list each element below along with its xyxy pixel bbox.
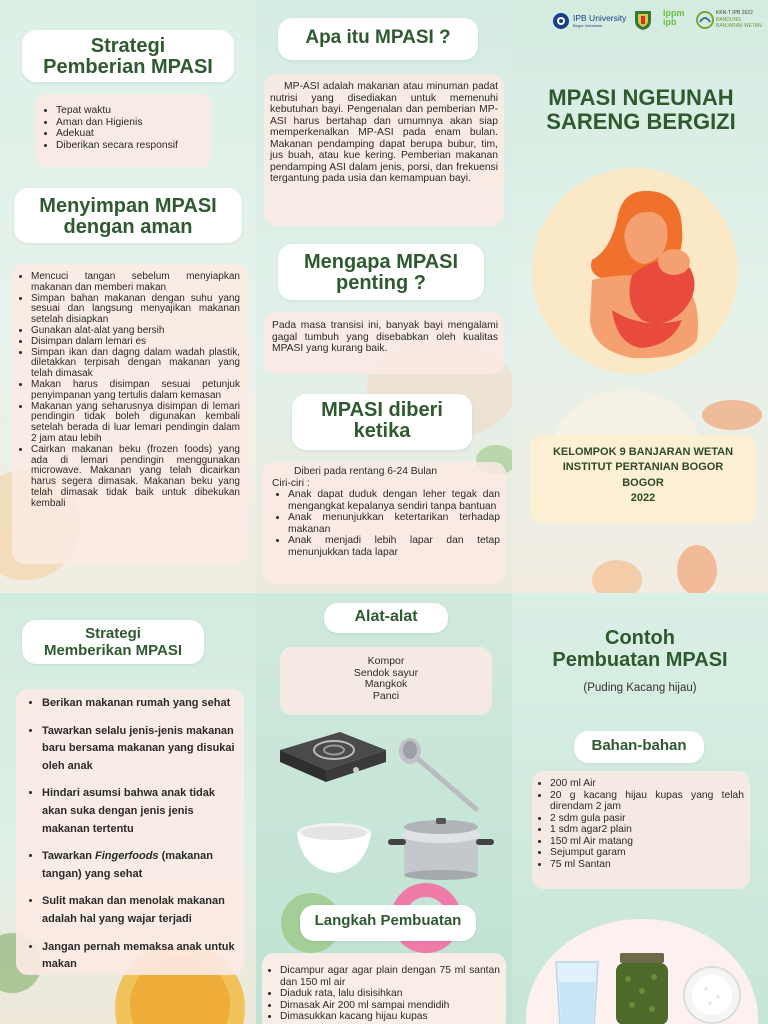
alat-list-item: Sendok sayur [353, 666, 419, 679]
bandung-crest-icon [632, 9, 654, 31]
memberikan-item-text: (makanan tangan) yang sehat [42, 850, 213, 880]
alat-title: Alat-alat [354, 608, 418, 625]
ketika-list-item: • Anak dapat duduk dengan leher tegak dan mengangkat kepalanya sendiri tanpa bantuan [288, 489, 500, 512]
group-info-lines [534, 445, 752, 507]
memberikan-list [22, 695, 238, 974]
kkn-logo-text: KKN-T IPB 2022 [716, 10, 753, 16]
mengapa-text-box [264, 312, 504, 374]
panel-apa-mengapa [256, 0, 512, 593]
alat-list-item: Kompor [367, 655, 405, 667]
apa-text: MP-ASI adalah makanan atau minuman padat nutrisi yang disediakan untuk memenuhi kebutuhan bayi. Pengenalan dan pemberian MP-ASI harus bertahap dan umumnya akan siap memperkenalkan MP-ASI pada enam bulan. Makanan pendamping dapat berupa bubur, tim, jus buah, atau kue kering. Pemberian makanan pendamping ASI dalam jenis, porsi, dan frekuensi tergantung pada usia dan kemampuan bayi. [270, 81, 498, 185]
memberikan-item-text: Hindari asumsi bahwa anak tidak akan suka dengan jenis jenis makanan tertentu [42, 787, 216, 835]
bahan-list-item: • 20 g kacang hijau kupas yang telah direndam 2 jam [550, 790, 744, 813]
bahan-title: Bahan-bahan [591, 737, 687, 754]
ipb-logo-subtext: Bogor Indonesia [573, 23, 603, 28]
ketika-box [262, 462, 506, 584]
panel-strategi-memberikan [0, 593, 256, 1024]
group-info-line: 2022 [630, 492, 656, 505]
sugar-bowl-icon [680, 965, 744, 1024]
bahan-list-item: • 75 ml Santan [550, 859, 744, 871]
bahan-list-item: • Sejumput garam [550, 847, 744, 859]
ladle-icon [396, 735, 486, 815]
langkah-list-item: • Dimasak Air 200 ml sampai mendidih [280, 1000, 500, 1012]
strategi-list-item: • Aman dan Higienis [56, 117, 204, 129]
lppm-logo [663, 9, 693, 33]
mother-baby-icon [572, 180, 722, 370]
strategi-list-item: • Tepat waktu [56, 105, 204, 117]
simpan-list-item: • Mencuci tangan sebelum menyiapkan makanan dan memberi makan [31, 272, 240, 294]
apa-title: Apa itu MPASI ? [305, 27, 451, 48]
strategi-list-item: • Adekuat [56, 128, 204, 140]
ipb-logo-text: IPB University [573, 13, 627, 23]
pot-icon [386, 817, 496, 881]
strategi-list [43, 105, 204, 151]
simpan-list-item: • Simpan bahan makanan dengan suhu yang sesuai dan langsung menyajikan makanan setelah disiapkan [31, 294, 240, 326]
memberikan-title: Strategi Memberikan MPASI [43, 625, 183, 659]
memberikan-list-item [42, 848, 238, 883]
group-info-line: BOGOR [622, 476, 664, 489]
water-glass-icon [552, 958, 602, 1024]
panel-alat-langkah [256, 593, 512, 1024]
memberikan-item-emphasis: Fingerfoods [95, 850, 159, 863]
kkn-logo-sub2: BANJARAN WETAN [716, 23, 762, 29]
group-info-box [530, 435, 756, 523]
panel-cover [512, 0, 768, 593]
alat-list [284, 656, 488, 702]
memberikan-list-item [42, 695, 238, 713]
alat-list-box [280, 647, 492, 715]
decor-carrot [702, 400, 762, 430]
group-info-line: INSTITUT PERTANIAN BOGOR [562, 461, 724, 474]
langkah-list-box [262, 953, 506, 1024]
bahan-list-item: • 150 ml Air matang [550, 836, 744, 848]
strategi-list-item: • Diberikan secara responsif [56, 140, 204, 152]
ipb-logo [552, 11, 627, 31]
bahan-list-item: • 200 ml Air [550, 778, 744, 790]
bahan-list-item: • 2 sdm gula pasir [550, 813, 744, 825]
simpan-list-item: • Simpan ikan dan dagng dalam wadah plastik, diletakkan terpisah dengan makanan yang telah dimasak [31, 348, 240, 380]
lppm-logo-text: lppm ipb [663, 8, 685, 27]
langkah-list-item: • Dimasukkan kacang hijau kupas [280, 1011, 500, 1023]
memberikan-list-item [42, 939, 238, 974]
mung-bean-jar-icon [612, 951, 672, 1024]
apa-text-box [264, 74, 504, 226]
ketika-title: MPASI diberi ketika [321, 399, 443, 442]
panel-strategi-menyimpan [0, 0, 256, 593]
group-info-line: KELOMPOK 9 BANJARAN WETAN [552, 446, 734, 458]
langkah-list [268, 965, 500, 1023]
ketika-ciri: Ciri-ciri : [272, 477, 310, 489]
simpan-list-item: • Disimpan dalam lemari es [31, 337, 240, 348]
kkn-logo-sub1: BANDUNG [716, 17, 742, 23]
simpan-list-item: • Cairkan makanan beku (frozen foods) yang ada di lemari pendingin menggunakan microwave. Makanan yang telah dicairkan harus segera dimasak. Makanan beku yang telah dimasak tidak baik untuk dibekukan kembali [31, 445, 240, 510]
kkn-logo [696, 9, 766, 33]
ketika-list-item: • Anak menjadi lebih lapar dan tetap menunjukkan tada lapar [288, 535, 500, 558]
simpan-title: Menyimpan MPASI dengan aman [39, 195, 217, 238]
langkah-list-item: • Dicampur agar agar plain dengan 75 ml santan dan 150 ml air [280, 965, 500, 988]
memberikan-item-text: Tawarkan [42, 850, 95, 863]
alat-list-item: Mangkok [364, 678, 408, 691]
mengapa-text: Pada masa transisi ini, banyak bayi mengalami gagal tumbuh yang disebabkan oleh kualitas MPASI yang kurang baik. [272, 320, 498, 355]
simpan-list-box [12, 264, 248, 564]
simpan-list [18, 272, 240, 510]
ketika-list [272, 489, 500, 558]
decor-carrot [677, 545, 717, 593]
panel-contoh-pembuatan [512, 593, 768, 1024]
bahan-list-box [532, 771, 750, 889]
strategi-list-box [35, 94, 212, 167]
simpan-list-item: • Makanan yang seharusnya disimpan di lemari pendingin tidak boleh digunakan kembali setelah berada di luar lemari pendingin dalam 2 jam atau lebih [31, 402, 240, 445]
ketika-list-item: • Anak menunjukkan ketertarikan terhadap makanan [288, 512, 500, 535]
bowl-icon [294, 821, 374, 877]
memberikan-item-text: Berikan makanan rumah yang sehat [42, 697, 231, 709]
stove-icon [278, 726, 388, 786]
simpan-list-item: • Gunakan alat-alat yang bersih [31, 326, 240, 337]
langkah-list-item: • Diaduk rata, lalu disisihkan [280, 988, 500, 1000]
ketika-intro: Diberi pada rentang 6-24 Bulan [294, 466, 438, 477]
langkah-title: Langkah Pembuatan [314, 912, 462, 929]
contoh-title: Contoh Pembuatan MPASI [552, 627, 728, 671]
memberikan-item-text: Tawarkan selalu jenis-jenis makanan baru bersama makanan yang disukai oleh anak [42, 724, 235, 772]
strategi-title: Strategi Pemberian MPASI [43, 35, 213, 78]
bahan-list [536, 778, 744, 870]
mengapa-title: Mengapa MPASI penting ? [303, 251, 459, 294]
memberikan-list-item [42, 723, 238, 776]
cover-title: MPASI NGEUNAH SARENG BERGIZI [546, 85, 736, 134]
decor-orange [592, 560, 642, 593]
memberikan-list-item [42, 785, 238, 838]
memberikan-item-text: Sulit makan dan menolak makanan adalah hal yang wajar terjadi [42, 895, 225, 925]
alat-list-item: Panci [372, 689, 400, 702]
bahan-list-item: • 1 sdm agar2 plain [550, 824, 744, 836]
memberikan-item-text: Jangan pernah memaksa anak untuk makan [42, 940, 235, 971]
memberikan-list-item [42, 893, 238, 928]
simpan-list-item: • Makan harus disimpan sesuai petunjuk penyimpanan yang tertulis dalam kemasan [31, 380, 240, 402]
contoh-subtitle: (Puding Kacang hijau) [583, 682, 697, 694]
memberikan-list-box [16, 689, 244, 975]
